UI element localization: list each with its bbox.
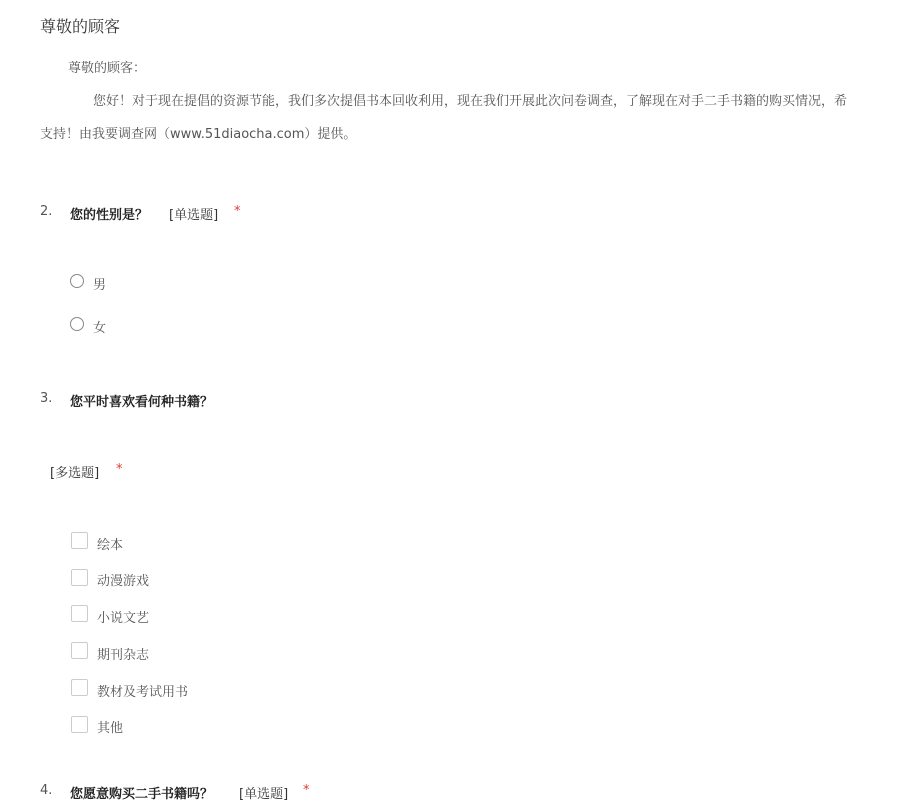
intro-body-line-1: 您好！对于现在提倡的资源节能，我们多次提倡书本回收利用，现在我们开展此次问卷调查，了解现在对手二手书籍的购买情况，希 (93, 94, 848, 109)
option-label[interactable]: 女 (93, 321, 107, 336)
checkbox[interactable] (71, 716, 88, 733)
option-label[interactable]: 动漫游戏 (97, 574, 150, 589)
option-label[interactable]: 绘本 (97, 538, 124, 553)
question-number: 4. (40, 783, 53, 798)
radio-button[interactable] (70, 274, 84, 288)
checkbox[interactable] (71, 532, 88, 549)
checkbox[interactable] (71, 642, 88, 659)
option-label[interactable]: 其他 (97, 721, 124, 736)
required-mark: * (234, 204, 241, 219)
question-title: 您愿意购买二手书籍吗？ (70, 787, 214, 802)
question-title: 您平时喜欢看何种书籍？ (70, 395, 214, 410)
option-label[interactable]: 教材及考试用书 (97, 685, 189, 700)
question-type: [单选题] (169, 208, 219, 223)
intro-body-line-2: 支持！由我要调查网（www.51diaocha.com）提供。 (40, 127, 357, 142)
option-label[interactable]: 男 (93, 278, 107, 293)
required-mark: * (303, 783, 310, 798)
checkbox[interactable] (71, 569, 88, 586)
checkbox[interactable] (71, 679, 88, 696)
checkbox[interactable] (71, 605, 88, 622)
question-title: 您的性别是？ (70, 208, 149, 223)
question-type: [多选题] (50, 466, 100, 481)
question-number: 3. (40, 391, 53, 406)
required-mark: * (116, 462, 123, 477)
option-label[interactable]: 期刊杂志 (97, 648, 150, 663)
radio-button[interactable] (70, 317, 84, 331)
option-label[interactable]: 小说文艺 (97, 611, 150, 626)
intro-greeting: 尊敬的顾客： (68, 61, 147, 76)
question-type: [单选题] (239, 787, 289, 802)
page-title: 尊敬的顾客 (40, 17, 121, 36)
question-number: 2. (40, 204, 53, 219)
